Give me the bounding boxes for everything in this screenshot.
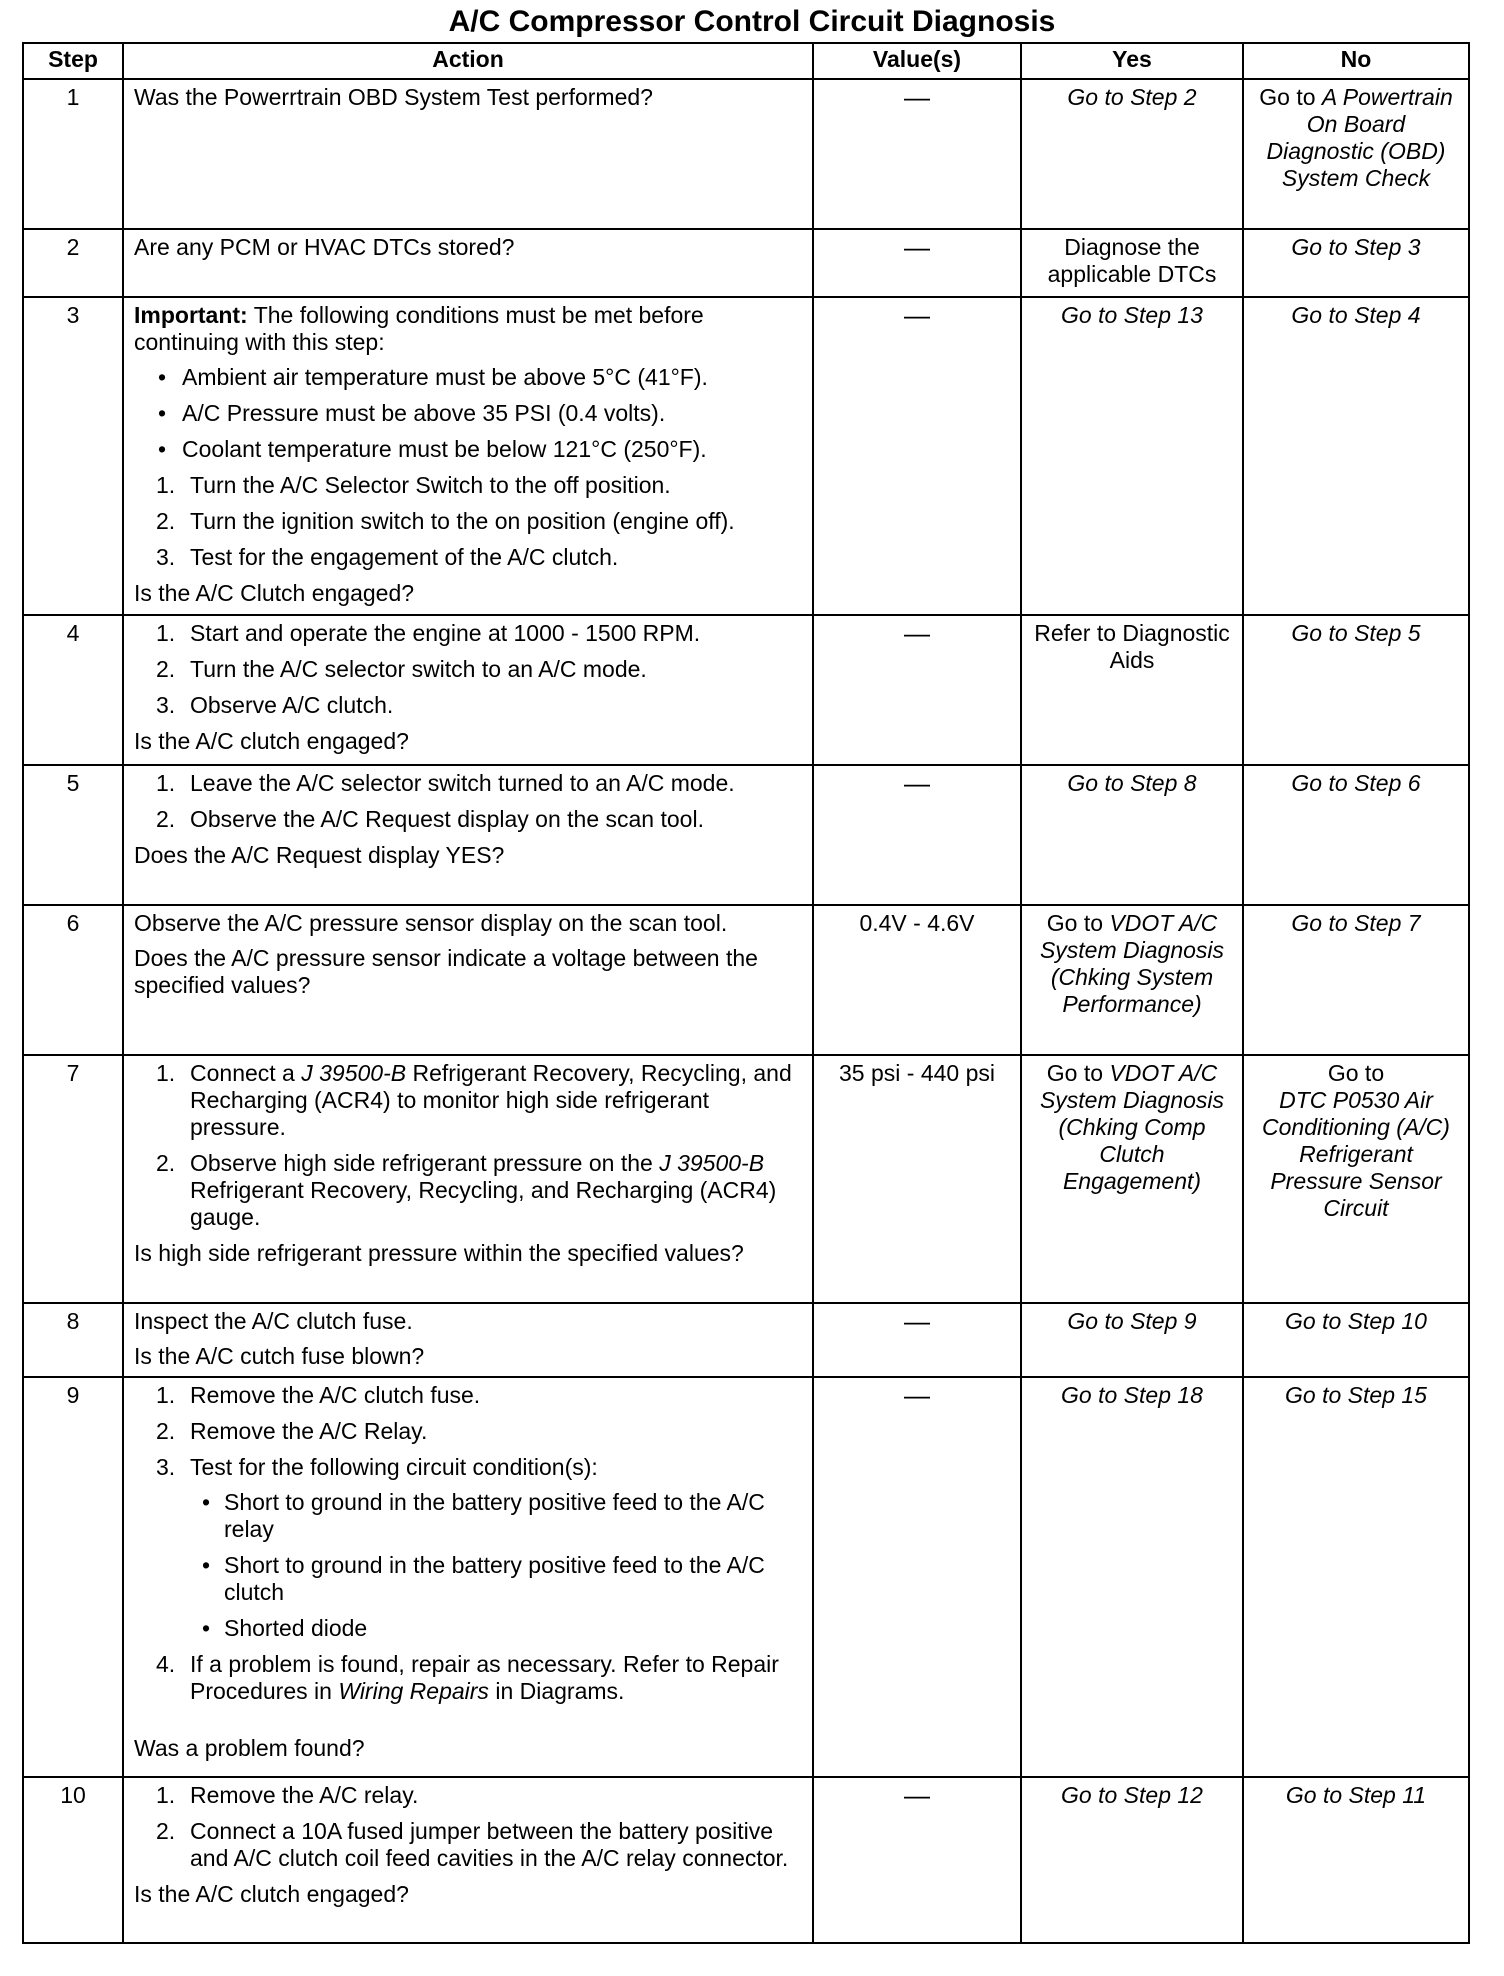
- step-number: 7: [23, 1055, 123, 1303]
- list-item: 2. Turn the ignition switch to the on position (engine off).: [156, 508, 735, 534]
- header-step: Step: [23, 43, 123, 79]
- list-item: • Short to ground in the battery positive feed to the A/C clutch: [190, 1552, 802, 1606]
- yes-cell: Diagnose the applicable DTCs: [1021, 229, 1243, 297]
- list-item: 1. Leave the A/C selector switch turned to an A/C mode.: [156, 770, 735, 796]
- list-item: 1. Remove the A/C relay.: [156, 1782, 419, 1808]
- list-item: 2. Connect a 10A fused jumper between the battery positive and A/C clutch coil feed cavities in the A/C relay connector.: [156, 1818, 789, 1871]
- question: Is the A/C clutch engaged?: [134, 728, 409, 754]
- yes-cell: [1021, 1055, 1243, 1303]
- value-text: —: [904, 300, 930, 330]
- no-cell: [1243, 79, 1469, 229]
- value-cell: [813, 1055, 1021, 1303]
- value-cell: [813, 297, 1021, 615]
- value-cell: [813, 765, 1021, 905]
- value-text: —: [904, 1380, 930, 1410]
- yes-cell: Refer to Diagnostic Aids: [1021, 615, 1243, 765]
- table-row: [23, 1777, 1469, 1943]
- step-number: 1: [23, 79, 123, 229]
- no-cell: Go to Step 11: [1243, 1777, 1469, 1943]
- list-item: • Coolant temperature must be below 121°C (250°F).: [134, 436, 802, 463]
- condition-list: [134, 364, 802, 463]
- table-row: [23, 1377, 1469, 1777]
- list-item: 3. Test for the following circuit condition(s): • Short to ground in the battery positive feed to the A/C relay • Short to ground in the battery positive feed to the A/C clutch • Shorted diode: [134, 1454, 802, 1642]
- step-number: 5: [23, 765, 123, 905]
- value-cell: [813, 1377, 1021, 1777]
- yes-cell: [1021, 905, 1243, 1055]
- header-no: No: [1243, 43, 1469, 79]
- yes-prefix: Go to: [1046, 910, 1110, 936]
- action-cell: [123, 1377, 813, 1777]
- value-cell: [813, 79, 1021, 229]
- value-text: —: [904, 1780, 930, 1810]
- list-item: 2. Observe high side refrigerant pressure on the J 39500-B Refrigerant Recovery, Recycling, and Recharging (ACR4) gauge.: [156, 1150, 777, 1230]
- no-link: DTC P0530 Air Conditioning (A/C) Refrigerant Pressure Sensor Circuit: [1262, 1087, 1450, 1221]
- question: Was the Powerrtrain OBD System Test performed?: [134, 84, 653, 110]
- no-cell: Go to Step 7: [1243, 905, 1469, 1055]
- instruction: Inspect the A/C clutch fuse.: [134, 1308, 413, 1334]
- header-yes: Yes: [1021, 43, 1243, 79]
- yes-link: VDOT A/C System Diagnosis (Chking System Performance): [1039, 910, 1225, 1017]
- no-cell: [1243, 1055, 1469, 1303]
- yes-cell: Go to Step 8: [1021, 765, 1243, 905]
- list-item: 1. Connect a J 39500-B Refrigerant Recovery, Recycling, and Recharging (ACR4) to monitor high side refrigerant pressure.: [156, 1060, 792, 1140]
- step-number: 6: [23, 905, 123, 1055]
- action-cell: [123, 1055, 813, 1303]
- no-cell: Go to Step 15: [1243, 1377, 1469, 1777]
- list-item: 1. Turn the A/C Selector Switch to the off position.: [156, 472, 671, 498]
- table-row: [23, 1055, 1469, 1303]
- list-item: 3. Observe A/C clutch.: [156, 692, 394, 718]
- action-cell: [123, 229, 813, 297]
- table-row: [23, 79, 1469, 229]
- yes-cell: Go to Step 9: [1021, 1303, 1243, 1377]
- table-row: [23, 905, 1469, 1055]
- action-cell: [123, 1777, 813, 1943]
- list-item: 2. Observe the A/C Request display on the scan tool.: [156, 806, 704, 832]
- important-text: The following conditions must be met before continuing with this step:: [134, 302, 704, 355]
- list-item: 2. Remove the A/C Relay.: [156, 1418, 428, 1444]
- step-number: 10: [23, 1777, 123, 1943]
- question: Does the A/C Request display YES?: [134, 842, 505, 868]
- list-item: 4. If a problem is found, repair as necessary. Refer to Repair Procedures in Wiring Repairs in Diagrams.: [156, 1651, 779, 1704]
- question: Is high side refrigerant pressure within the specified values?: [134, 1240, 744, 1266]
- diagnosis-table: [22, 42, 1470, 1944]
- step-list: [134, 1060, 802, 1231]
- no-cell: Go to Step 10: [1243, 1303, 1469, 1377]
- action-cell: [123, 615, 813, 765]
- step-number: 4: [23, 615, 123, 765]
- table-row: [23, 615, 1469, 765]
- step-list: [134, 472, 802, 571]
- no-cell: Go to Step 4: [1243, 297, 1469, 615]
- step-number: 2: [23, 229, 123, 297]
- step-list: [134, 1782, 802, 1872]
- step-number: 9: [23, 1377, 123, 1777]
- circuit-condition-list: [190, 1489, 802, 1642]
- page-title: A/C Compressor Control Circuit Diagnosis: [448, 5, 1056, 38]
- value-text: —: [904, 618, 930, 648]
- step-list: [134, 770, 802, 833]
- value-text: 35 psi - 440 psi: [839, 1060, 995, 1086]
- list-item: 1. Remove the A/C clutch fuse.: [156, 1382, 481, 1408]
- no-cell: Go to Step 3: [1243, 229, 1469, 297]
- important-note: [134, 302, 802, 356]
- yes-cell: Go to Step 12: [1021, 1777, 1243, 1943]
- value-text: 0.4V - 4.6V: [859, 910, 975, 936]
- value-cell: [813, 1777, 1021, 1943]
- action-cell: [123, 79, 813, 229]
- no-cell: Go to Step 5: [1243, 615, 1469, 765]
- value-text: —: [904, 232, 930, 262]
- header-row: [23, 43, 1469, 79]
- table-row: [23, 297, 1469, 615]
- step-number: 8: [23, 1303, 123, 1377]
- question: Was a problem found?: [134, 1735, 365, 1761]
- no-prefix: Go to: [1259, 84, 1322, 110]
- value-text: —: [904, 1306, 930, 1336]
- value-cell: [813, 229, 1021, 297]
- list-item: 3. Test for the engagement of the A/C clutch.: [156, 544, 619, 570]
- value-text: —: [904, 82, 930, 112]
- action-cell: [123, 765, 813, 905]
- question: Is the A/C Clutch engaged?: [134, 580, 415, 606]
- question: Are any PCM or HVAC DTCs stored?: [134, 234, 515, 260]
- question: Is the A/C clutch engaged?: [134, 1881, 409, 1907]
- yes-cell: Go to Step 13: [1021, 297, 1243, 615]
- list-item: 1. Start and operate the engine at 1000 - 1500 RPM.: [156, 620, 701, 646]
- table-row: [23, 1303, 1469, 1377]
- question: Does the A/C pressure sensor indicate a voltage between the specified values?: [134, 945, 758, 998]
- value-text: —: [904, 768, 930, 798]
- header-values: Value(s): [813, 43, 1021, 79]
- value-cell: [813, 1303, 1021, 1377]
- no-cell: Go to Step 6: [1243, 765, 1469, 905]
- yes-cell: Go to Step 18: [1021, 1377, 1243, 1777]
- value-cell: [813, 905, 1021, 1055]
- yes-cell: Go to Step 2: [1021, 79, 1243, 229]
- no-prefix: Go to: [1327, 1060, 1385, 1086]
- instruction: Observe the A/C pressure sensor display on the scan tool.: [134, 910, 728, 936]
- step-list: [134, 620, 802, 719]
- step-list: [134, 1382, 802, 1705]
- table-row: [23, 765, 1469, 905]
- list-item: • Short to ground in the battery positive feed to the A/C relay: [190, 1489, 802, 1543]
- header-action: Action: [123, 43, 813, 79]
- table-row: [23, 229, 1469, 297]
- question: Is the A/C cutch fuse blown?: [134, 1343, 425, 1369]
- action-cell: [123, 1303, 813, 1377]
- value-cell: [813, 615, 1021, 765]
- important-label: Important:: [134, 302, 248, 328]
- step-number: 3: [23, 297, 123, 615]
- action-cell: [123, 905, 813, 1055]
- no-link: A Powertrain On Board Diagnostic (OBD) System Check: [1266, 84, 1453, 191]
- yes-prefix: Go to: [1046, 1060, 1110, 1086]
- list-item: 2. Turn the A/C selector switch to an A/C mode.: [156, 656, 647, 682]
- action-cell: [123, 297, 813, 615]
- list-item: • Ambient air temperature must be above 5°C (41°F).: [134, 364, 802, 391]
- yes-link: VDOT A/C System Diagnosis (Chking Comp Clutch Engagement): [1039, 1060, 1225, 1194]
- list-item: • Shorted diode: [190, 1615, 802, 1642]
- list-item: • A/C Pressure must be above 35 PSI (0.4 volts).: [134, 400, 802, 427]
